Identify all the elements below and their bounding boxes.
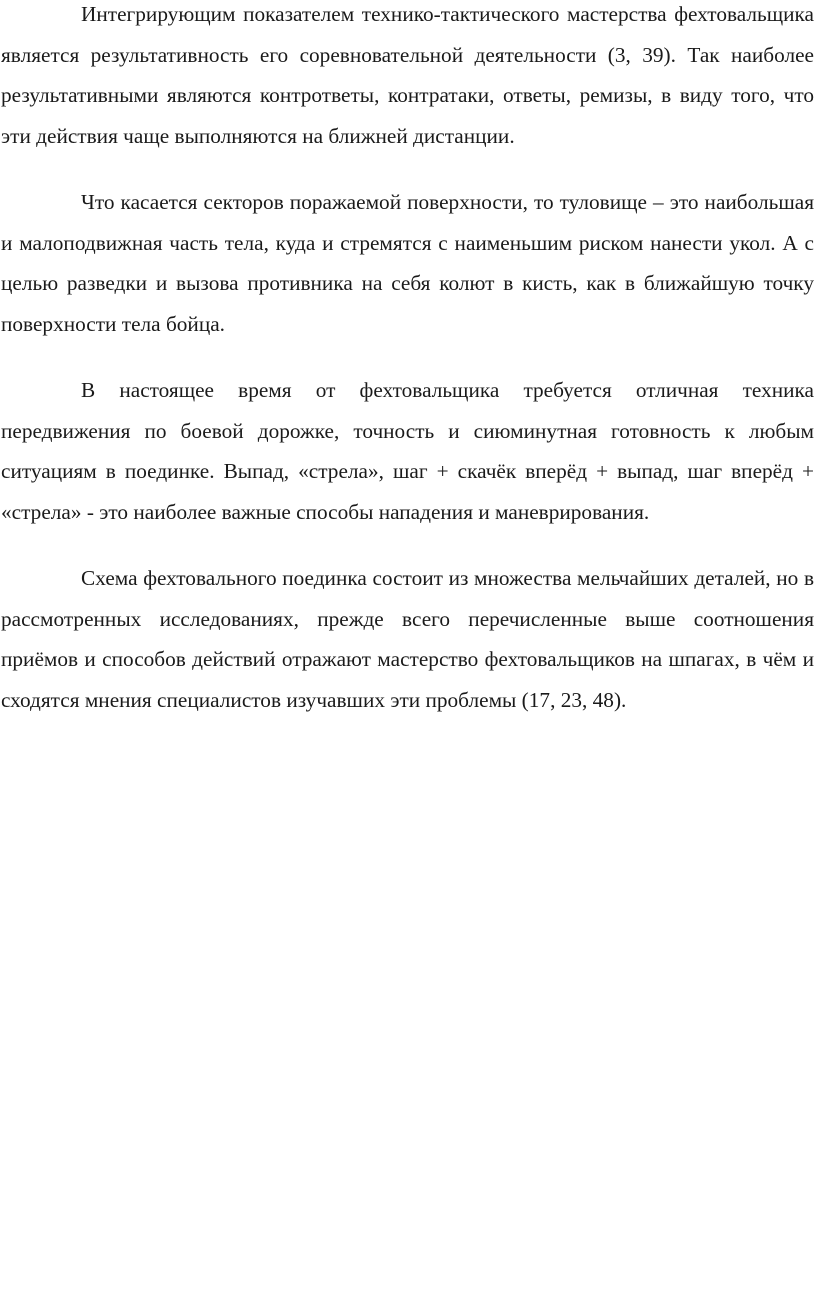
paragraph-2: Что касается секторов поражаемой поверхности, то туловище – это наибольшая и малоподвижная часть тела, куда и стремятся с наименьшим риском нанести укол. А с целью разведки и вызова противника на себя колют в кисть, как в ближайшую точку поверхности тела бойца. (1, 190, 814, 336)
paragraph-3: В настоящее время от фехтовальщика требуется отличная техника передвижения по боевой дорожке, точность и сиюминутная готовность к любым ситуациям в поединке. Выпад, «стрела», шаг + скачёк вперёд + выпад, шаг вперёд + «стрела» - это наиболее важные способы нападения и маневрирования. (1, 378, 814, 524)
document-body (1, 0, 814, 720)
paragraph-4: Схема фехтовального поединка состоит из множества мельчайших деталей, но в рассмотренных исследованиях, прежде всего перечисленные выше соотношения приёмов и способов действий отражают мастерство фехтовальщиков на шпагах, в чём и сходятся мнения специалистов изучавших эти проблемы (17, 23, 48). (1, 566, 814, 712)
paragraph-1: Интегрирующим показателем технико-тактического мастерства фехтовальщика является результативность его соревновательной деятельности (3, 39). Так наиболее результативными являются контрответы, контратаки, ответы, ремизы, в виду того, что эти действия чаще выполняются на ближней дистанции. (1, 2, 814, 148)
